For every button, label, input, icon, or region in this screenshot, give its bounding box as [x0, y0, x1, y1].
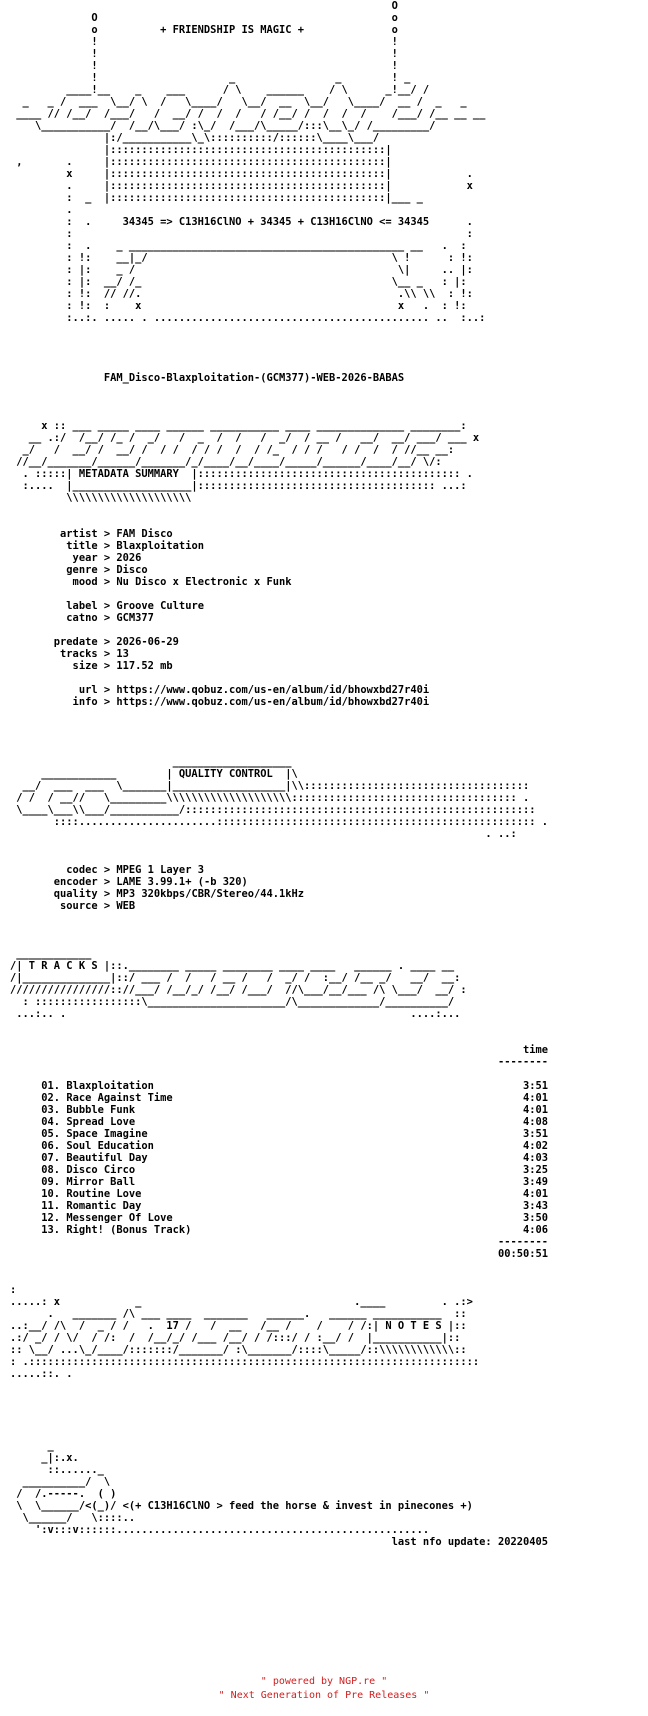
- track-row: [10, 1164, 638, 1176]
- track-row: [10, 1176, 638, 1188]
- notes-section-banner: : .....: x _ .____ . .:> . _______ /\ ___ ____ _______ ______. ______ ___________ :: ..:__/ /\ / _ / / . 17 / / __ /__ / / / /:| N O T E S |:: .:/ _/ / \/ / /: / /__/_/ /___ /__/ / /:::/ / :__/ / |___________|:: :: \__/ ...\_/____/:::::::/_______/ :\_______/::::\_____/::\\\\\\\\\\\\:: : .:::::::::::::::::::::::::::::::::::::::::::::::::::::::::::::::::::::::: .....::. .: [10, 1284, 480, 1380]
- quality-key: quality: [10, 888, 98, 900]
- track-row: [10, 1128, 638, 1140]
- metadata-row: [10, 672, 638, 684]
- track-row: [10, 1224, 638, 1236]
- track-time: 3:43: [141, 1200, 549, 1212]
- metadata-value: 2026-06-29: [116, 636, 179, 648]
- footer-tagline: " Next Generation of Pre Releases ": [218, 1690, 430, 1701]
- metadata-key: size: [10, 660, 98, 672]
- metadata-value: Blaxploitation: [116, 540, 204, 552]
- metadata-key: mood: [10, 576, 98, 588]
- metadata-value: 13: [116, 648, 129, 660]
- metadata-row: [10, 588, 638, 600]
- track-time: 3:49: [135, 1176, 549, 1188]
- track-title: Beautiful Day: [66, 1152, 148, 1164]
- release-name-text: FAM_Disco-Blaxploitation-(GCM377)-WEB-2026-BABAS: [103, 372, 405, 384]
- quality-key: encoder: [10, 876, 98, 888]
- track-row: [10, 1200, 638, 1212]
- track-number: 01.: [10, 1080, 67, 1092]
- metadata-row: artist > FAM Disco: [10, 528, 173, 540]
- bottom-ascii-art: _ _|:.x. ::......_ __________/ \ / /.-----. ( ) \ \______/<(_)/ <(+ C13H16ClNO > feed the horse & invest in pinecones +) \______/ \::::.. ':v:::v::::::..................................................: [16, 1440, 473, 1536]
- metadata-value: Groove Culture: [116, 600, 204, 612]
- track-time: 4:06: [191, 1224, 549, 1236]
- quality-row: codec > MPEG 1 Layer 3: [10, 864, 204, 876]
- quality-value: MPEG 1 Layer 3: [116, 864, 204, 876]
- metadata-row: url > https://www.qobuz.com/us-en/album/id/bhowxbd27r40i: [10, 684, 430, 696]
- quality-row: source > WEB: [10, 900, 136, 912]
- track-number: 06.: [10, 1140, 67, 1152]
- track-number: 10.: [10, 1188, 67, 1200]
- track-row: [10, 1092, 638, 1104]
- quality-key: source: [10, 900, 98, 912]
- track-number: 04.: [10, 1116, 67, 1128]
- metadata-key: tracks: [10, 648, 98, 660]
- quality-value: WEB: [116, 900, 136, 912]
- tracks-section-banner: ____________ /| T R A C K S |::.________ _____ ________ ____ ____ ______ . ____ __ /|______________|::/ ___ / / / __ / / _/ / :__/ /__ _/ __/ __: ////////////////:://___/ /__/_/ /__/ /___/ //\___/__/___ /\ \___/ __/ : : :::::::::::::::::\______________________/\_____________/__________/ ...:.. . ....:...: [10, 948, 467, 1020]
- metadata-row: info > https://www.qobuz.com/us-en/album/id/bhowxbd27r40i: [10, 696, 430, 708]
- tracklist-time-header: time: [10, 1044, 548, 1056]
- track-title: Disco Circo: [66, 1164, 136, 1176]
- track-time: 4:02: [153, 1140, 549, 1152]
- footer: [0, 1675, 648, 1703]
- quality-key: codec: [10, 864, 98, 876]
- track-title: Blaxploitation: [66, 1080, 154, 1092]
- nfo-document: [10, 0, 638, 1548]
- track-title: Soul Education: [66, 1140, 154, 1152]
- tracklist-total-time: 00:50:51: [10, 1248, 548, 1260]
- track-number: 02.: [10, 1092, 67, 1104]
- metadata-value: FAM Disco: [116, 528, 173, 540]
- metadata-section-banner: x :: ___ _____ ____ ______ ___________ ____ ______________ ________: __ .:/ /__/ /_ / _/ / _ / / / _/ / __ / __/ __/ ___/ ___ x _/ / __/ / __/ / / / / / / / / /_ / / / / / / / //__ __: //__/_______/______/_______/_/____/__/____/_____/______/____/__/ \/: . :::::| METADATA SUMMARY |:::::::::::::::::::::::::::::::::::::::::: . :.... |___________________|:::::::::::::::::::::::::::::::::::::: ...: \\\\\\\\\\\\\\\\\\\\: [16, 420, 480, 504]
- track-title: Romantic Day: [66, 1200, 142, 1212]
- tracklist-rule: --------: [10, 1236, 548, 1248]
- quality-value: LAME 3.99.1+ (-b 320): [116, 876, 248, 888]
- metadata-row: label > Groove Culture: [10, 600, 204, 612]
- track-time: 3:25: [135, 1164, 549, 1176]
- metadata-row: catno > GCM377: [10, 612, 154, 624]
- quality-list: [10, 864, 638, 912]
- header-ascii-art: O O o o + FRIENDSHIP IS MAGIC + o ! ! ! ! ! ! ! _ _ ! _ ____!__ _ ___ / \ ______ / \ _!__/ / _ _ / ___ \__/ \ / \____/ \__/ __ \__/ \____/ __ / _ _ ____ // /__/ /___/ / __/ / / / / /__/ / / / / /___/ /__ __ __ \___________/ /__/\___/ :\_/ /___/\_____/:::\__\_/ /_________/ |:/___________\_\::::::::::/::::::\____\___/ |::::::::::::::::::::::::::::::::::::::::::::| , . |::::::::::::::::::::::::::::::::::::::::::::| x |::::::::::::::::::::::::::::::::::::::::::::| . . |::::::::::::::::::::::::::::::::::::::::::::| x : _ |::::::::::::::::::::::::::::::::::::::::::::|___ _ . : . 34345 => C13H16ClNO + 34345 + C13H16ClNO <= 34345 . : : : . _ ____________________________________________ __ . : : !: __|_/ \ ! : !: : |: _ / \| .. |: : |: __/ /_ \__ _ : |: : !: // //. .\\ \\ : !: : !: : x x . : !: :..:. ..... . ............................................ .. :..:: [16, 0, 486, 324]
- track-title: Routine Love: [66, 1188, 142, 1200]
- metadata-key: artist: [10, 528, 98, 540]
- quality-value: MP3 320kbps/CBR/Stereo/44.1kHz: [116, 888, 305, 900]
- track-number: 07.: [10, 1152, 67, 1164]
- metadata-key: genre: [10, 564, 98, 576]
- track-row: [10, 1104, 638, 1116]
- metadata-key: title: [10, 540, 98, 552]
- track-title: Spread Love: [66, 1116, 136, 1128]
- track-time: 4:08: [135, 1116, 549, 1128]
- track-time: 4:03: [147, 1152, 549, 1164]
- metadata-key: info: [10, 696, 98, 708]
- metadata-row: mood > Nu Disco x Electronic x Funk: [10, 576, 292, 588]
- metadata-row: genre > Disco: [10, 564, 148, 576]
- metadata-value: GCM377: [116, 612, 154, 624]
- metadata-row: [10, 624, 638, 636]
- metadata-value: Nu Disco x Electronic x Funk: [116, 576, 292, 588]
- metadata-value: 2026: [116, 552, 142, 564]
- track-row: [10, 1080, 638, 1092]
- track-row: [10, 1140, 638, 1152]
- track-time: 4:01: [172, 1092, 549, 1104]
- metadata-key: label: [10, 600, 98, 612]
- track-title: Bubble Funk: [66, 1104, 136, 1116]
- metadata-value[interactable]: https://www.qobuz.com/us-en/album/id/bhowxbd27r40i: [116, 684, 430, 696]
- track-title: Race Against Time: [66, 1092, 173, 1104]
- metadata-key: year: [10, 552, 98, 564]
- release-name: [10, 372, 638, 384]
- track-time: 3:51: [147, 1128, 549, 1140]
- track-row: [10, 1188, 638, 1200]
- last-update: last nfo update: 20220405: [10, 1536, 548, 1548]
- track-number: 05.: [10, 1128, 67, 1140]
- metadata-row: predate > 2026-06-29: [10, 636, 179, 648]
- metadata-row: tracks > 13: [10, 648, 129, 660]
- track-title: Space Imagine: [66, 1128, 148, 1140]
- track-time: 4:01: [141, 1188, 549, 1200]
- metadata-value: 117.52 mb: [116, 660, 173, 672]
- metadata-key: url: [10, 684, 98, 696]
- metadata-value[interactable]: https://www.qobuz.com/us-en/album/id/bhowxbd27r40i: [116, 696, 430, 708]
- metadata-value: Disco: [116, 564, 148, 576]
- footer-powered-by[interactable]: " powered by NGP.re ": [260, 1676, 388, 1687]
- track-number: 12.: [10, 1212, 67, 1224]
- track-row: [10, 1212, 638, 1224]
- track-title: Mirror Ball: [66, 1176, 136, 1188]
- track-time: 3:51: [153, 1080, 549, 1092]
- track-time: 4:01: [135, 1104, 549, 1116]
- metadata-list: [10, 528, 638, 708]
- tracklist-rule: --------: [10, 1056, 548, 1068]
- track-number: 08.: [10, 1164, 67, 1176]
- track-row: [10, 1116, 638, 1128]
- metadata-row: title > Blaxploitation: [10, 540, 204, 552]
- quality-row: encoder > LAME 3.99.1+ (-b 320): [10, 876, 248, 888]
- track-number: 13.: [10, 1224, 67, 1236]
- tracklist: [10, 1044, 638, 1260]
- track-time: 3:50: [172, 1212, 549, 1224]
- track-number: 09.: [10, 1176, 67, 1188]
- track-number: 11.: [10, 1200, 67, 1212]
- metadata-row: size > 117.52 mb: [10, 660, 173, 672]
- metadata-key: predate: [10, 636, 98, 648]
- track-title: Messenger Of Love: [66, 1212, 173, 1224]
- track-row: [10, 1152, 638, 1164]
- metadata-row: year > 2026: [10, 552, 142, 564]
- metadata-key: catno: [10, 612, 98, 624]
- quality-section-banner: ___________________ ____________ | QUALITY CONTROL |\ __/ ___ ___ \_______|__________________|\\:::::::::::::::::::::::::::::::::::: / / / __// \_________\\\\\\\\\\\\\\\\\\\\:::::::::::::::::::::::::::::::::::: . \____\___\\___/___________/:::::::::::::::::::::::::::::::::::::::::::::::::::::::: ::::......................::::::::::::::::::::::::::::::::::::::::::::::::::: . . ..:: [16, 756, 548, 840]
- track-title: Right! (Bonus Track): [66, 1224, 192, 1236]
- track-number: 03.: [10, 1104, 67, 1116]
- quality-row: quality > MP3 320kbps/CBR/Stereo/44.1kHz: [10, 888, 305, 900]
- tracklist-spacer: [10, 1068, 638, 1080]
